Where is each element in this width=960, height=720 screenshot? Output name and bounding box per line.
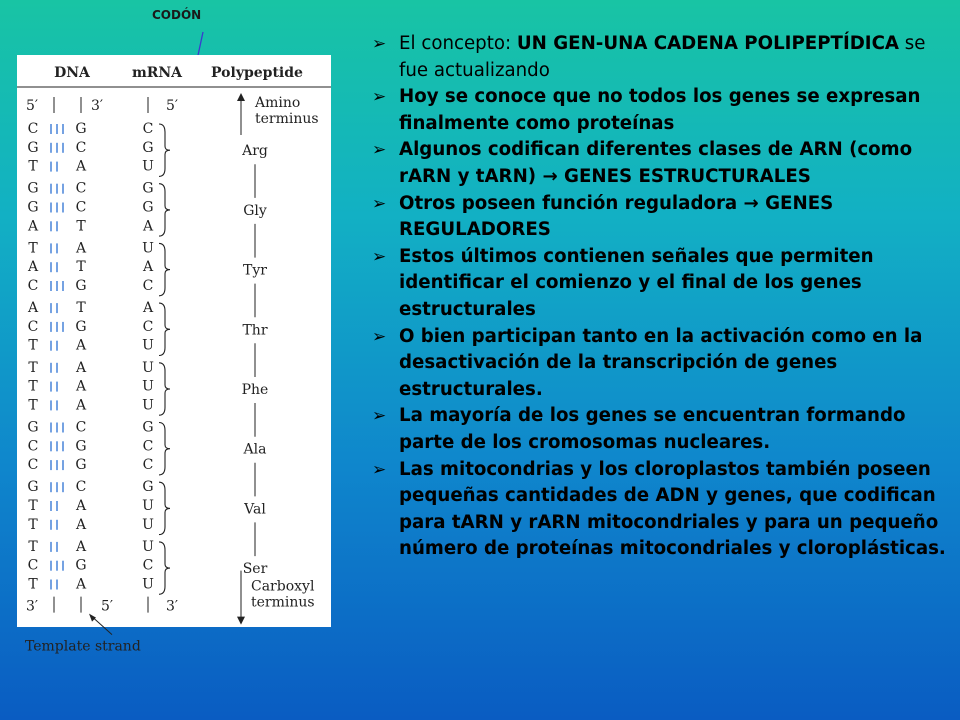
arrow-bullet-icon: ➢	[372, 193, 387, 214]
carboxyl-terminus-label: terminus	[251, 594, 315, 611]
mrna-base: U	[142, 337, 154, 354]
mrna-base: C	[142, 557, 154, 574]
amino-acid-label: Phe	[241, 382, 269, 398]
dna-base: A	[75, 498, 87, 514]
dna-base: C	[75, 479, 87, 496]
bullet-item	[372, 457, 947, 563]
amino-acid-label: Gly	[243, 202, 267, 219]
dna-5prime-label: 5′	[25, 98, 39, 114]
dna-base: G	[75, 278, 87, 294]
amino-arrow-head	[237, 93, 245, 101]
amino-label: Amino	[255, 95, 301, 111]
mrna-base: C	[142, 278, 154, 294]
arrow-bullet-icon: ➢	[372, 406, 387, 427]
codon-brace	[159, 423, 170, 475]
mrna-base: U	[142, 516, 154, 533]
dna-base: T	[28, 337, 38, 354]
mrna-base: U	[142, 158, 154, 175]
bullet-text: →	[743, 192, 759, 214]
dna-base: T	[28, 538, 38, 555]
codon-brace	[159, 363, 170, 415]
bullet-item	[372, 84, 947, 137]
dna-3prime-label: 3′	[90, 98, 104, 114]
dna-header: DNA	[54, 65, 90, 81]
mrna-base: U	[142, 538, 154, 555]
bullet-item	[372, 191, 947, 244]
dna-base: G	[75, 121, 87, 137]
dna-base: G	[27, 419, 39, 436]
dna-base: G	[75, 557, 87, 574]
dna-base: G	[75, 318, 87, 335]
mrna-base: C	[142, 318, 154, 335]
dna-base: A	[75, 576, 87, 593]
bullet-text: mitocondrias	[440, 458, 574, 480]
mrna-base: U	[142, 240, 154, 257]
mrna-base: U	[142, 359, 154, 376]
mrna-base: C	[142, 438, 154, 455]
dna-base: T	[76, 259, 86, 276]
mrna-base: G	[142, 419, 154, 436]
carboxyl-arrow-head	[237, 617, 245, 625]
mrna-3prime-bottom-label: 3′	[165, 598, 179, 615]
bullet-text: La mayoría de los genes se encuentran formando parte de los	[399, 405, 906, 453]
dna-base: A	[27, 259, 39, 276]
dna-base: T	[28, 498, 38, 514]
genetic-code-figure	[17, 55, 331, 655]
codon-brace	[159, 243, 170, 295]
dna-base: T	[76, 218, 86, 235]
dna-base: C	[27, 318, 39, 335]
arrow-bullet-icon: ➢	[372, 326, 387, 347]
bullet-text: El concepto:	[399, 33, 517, 54]
bullet-text: Las	[399, 458, 441, 480]
mrna-base: G	[142, 199, 154, 216]
dna-base: T	[28, 516, 38, 533]
dna-base: A	[75, 158, 87, 175]
mrna-base: G	[142, 139, 154, 156]
dna-base: C	[75, 419, 87, 436]
amino-acid-label: Thr	[242, 322, 268, 339]
codon-brace	[159, 124, 170, 176]
arrow-bullet-icon: ➢	[372, 246, 387, 267]
mrna-base: U	[142, 576, 154, 593]
dna-base: A	[75, 538, 87, 555]
dna-base: T	[28, 158, 38, 175]
dna-base: T	[28, 576, 38, 593]
bullet-item	[372, 244, 947, 324]
codon-brace	[159, 482, 170, 534]
dna-base: G	[27, 180, 39, 197]
dna-base: A	[75, 359, 87, 376]
bullet-text: Hoy se conoce que no todos los genes se expresan finalmente como proteínas	[399, 86, 921, 134]
bullet-text: O bien participan tanto en la activación como en la desactivación de la transcripción de genes estructurales.	[399, 325, 923, 400]
dna-base: C	[27, 557, 39, 574]
arrow-bullet-icon: ➢	[372, 87, 387, 108]
mrna-base: G	[142, 180, 154, 197]
amino-acid-label: Val	[244, 501, 266, 518]
bullet-list	[372, 31, 947, 563]
dna-base: G	[27, 199, 39, 216]
arrow-bullet-icon: ➢	[372, 140, 387, 161]
bullet-item	[372, 137, 947, 190]
bullet-text: también poseen pequeñas cantidades de ADN y genes, que codifican para tARN y rARN mitocondriales y para un pequeño número de proteínas mitocondriales y cloroplásticas.	[399, 458, 946, 560]
dna-base: C	[75, 180, 87, 197]
dna-base: T	[28, 378, 38, 395]
carboxyl-label: Carboxyl	[251, 578, 315, 595]
dna-base: C	[75, 199, 87, 216]
dna-base: C	[27, 457, 39, 474]
dna-base: A	[75, 378, 87, 395]
dna-base: A	[75, 240, 87, 257]
arrow-bullet-icon: ➢	[372, 459, 387, 480]
codon-label: CODÓN	[152, 8, 202, 22]
dna-base: G	[27, 139, 39, 156]
dna-base: C	[27, 438, 39, 455]
dna-base: G	[75, 438, 87, 455]
mrna-base: A	[142, 259, 154, 276]
bullet-text: GENES REGULADORES	[399, 192, 834, 241]
bullet-text: Algunos codifican diferentes clases de ARN (como rARN y tARN)	[399, 139, 913, 187]
mrna-base: U	[142, 397, 154, 414]
dna-base: C	[27, 121, 39, 137]
bullet-text: →	[542, 165, 558, 187]
bullet-text: se fue actualizando	[399, 33, 926, 81]
dna-base: A	[75, 516, 87, 533]
arrow-bullet-icon: ➢	[372, 34, 387, 54]
mrna-base: G	[142, 479, 154, 496]
bullet-text: y los	[573, 458, 635, 480]
dna-base: C	[75, 139, 87, 156]
polypeptide-header: Polypeptide	[211, 65, 303, 81]
dna-base: T	[28, 397, 38, 414]
bullet-text: Otros poseen función reguladora	[399, 192, 744, 214]
bullet-text: Estos últimos contienen señales que permiten identificar el comienzo y el final de los genes estructurales	[399, 245, 874, 320]
codon-brace	[159, 184, 170, 236]
bullet-text: UN GEN-UNA CADENA POLIPEPTÍDICA	[516, 33, 899, 54]
bullet-text: GENES ESTRUCTURALES	[557, 165, 811, 187]
dna-base: T	[28, 359, 38, 376]
mrna-base: U	[142, 498, 154, 514]
codon-brace	[159, 542, 170, 594]
mrna-base: A	[142, 218, 154, 235]
amino-acid-label: Ser	[242, 561, 268, 578]
bullet-item	[372, 403, 947, 456]
bullet-text: cloroplastos	[634, 458, 760, 480]
mrna-base: U	[142, 378, 154, 395]
template-strand-arrow-head	[89, 614, 96, 622]
mrna-base: C	[142, 457, 154, 474]
dna-base: G	[75, 457, 87, 474]
dna-base: A	[27, 300, 39, 317]
dna-base: A	[27, 218, 39, 235]
dna-base: C	[27, 278, 39, 294]
dna-base: A	[75, 337, 87, 354]
mrna-header: mRNA	[131, 65, 183, 81]
amino-acid-label: Tyr	[243, 262, 267, 279]
bullet-item	[372, 324, 947, 404]
mrna-base: C	[142, 121, 154, 137]
dna-base: G	[27, 479, 39, 496]
template-strand-pointer	[92, 617, 112, 635]
mrna-5prime-label: 5′	[165, 98, 179, 114]
bullet-item	[372, 31, 947, 84]
dna-3prime-bottom-label: 3′	[25, 598, 39, 615]
template-strand-label: Template strand	[25, 638, 141, 655]
amino-terminus-label: terminus	[255, 111, 319, 127]
dna-base: T	[28, 240, 38, 257]
bullet-text: cromosomas nucleares	[528, 431, 764, 453]
mrna-base: A	[142, 300, 154, 317]
dna-base: T	[76, 300, 86, 317]
codon-brace	[159, 303, 170, 355]
amino-acid-label: Arg	[242, 143, 268, 160]
bullet-text: .	[763, 431, 771, 453]
amino-acid-label: Ala	[243, 441, 267, 458]
dna-5prime-bottom-label: 5′	[100, 598, 114, 615]
dna-base: A	[75, 397, 87, 414]
